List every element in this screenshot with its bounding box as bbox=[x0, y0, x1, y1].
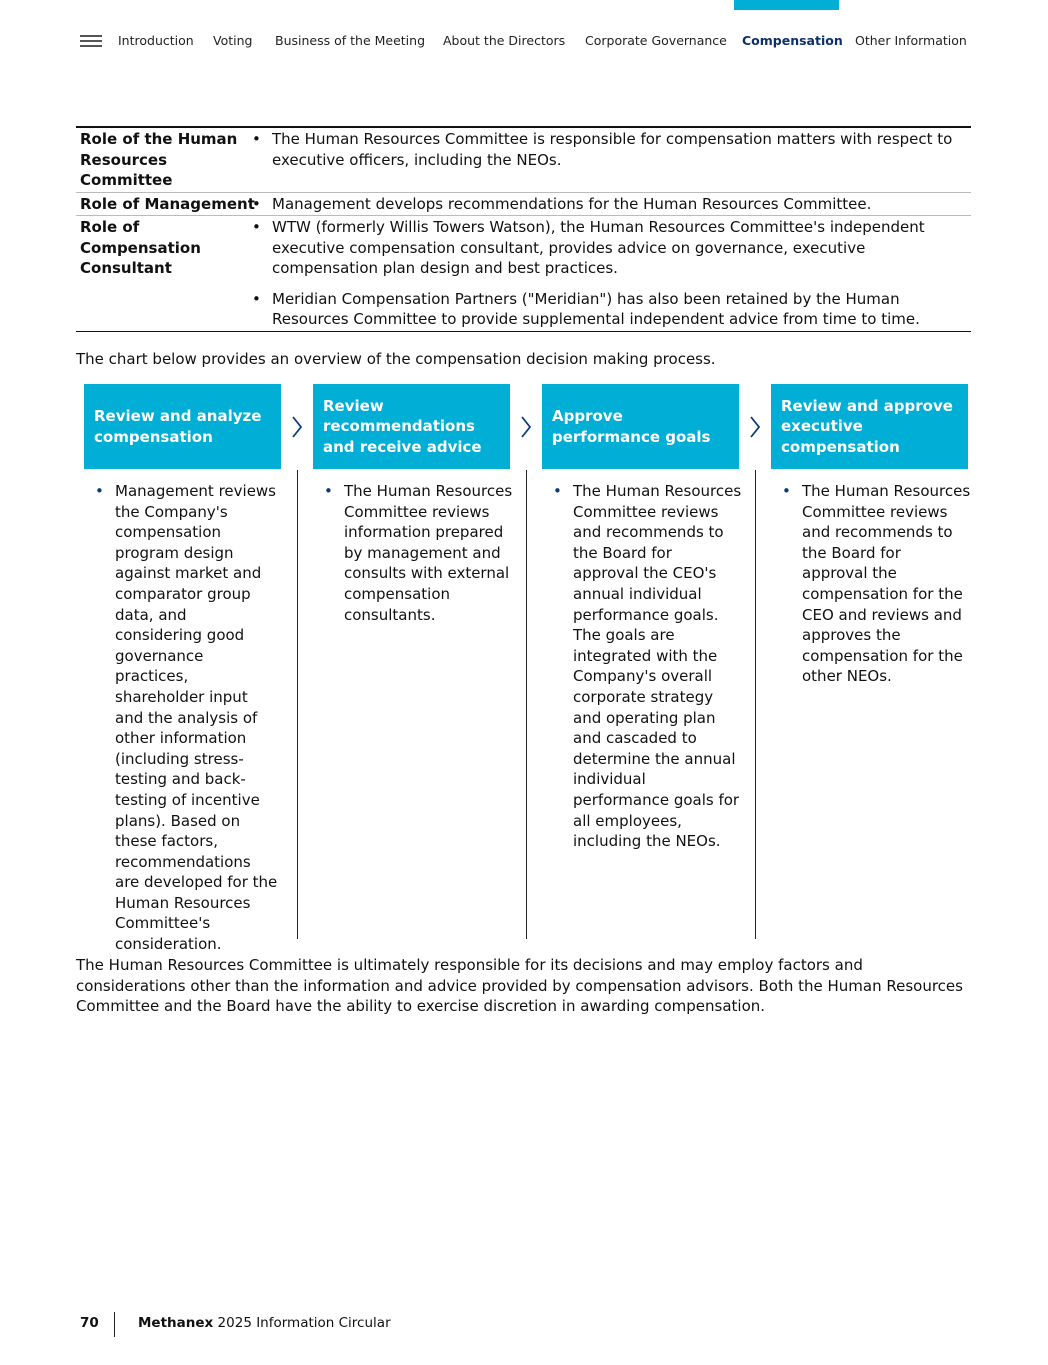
step-body-3 bbox=[552, 481, 742, 852]
role-label: Role of the Human Resources Committee bbox=[80, 130, 238, 189]
role-bullet: • WTW (formerly Willis Towers Watson), the Human Resources Committee's independent executive compensation consultant, provides advice on governance, executive compensation plan design and best practices. bbox=[248, 217, 971, 279]
nav-about-the-directors[interactable]: About the Directors bbox=[443, 33, 566, 48]
closing-paragraph: The Human Resources Committee is ultimately responsible for its decisions and may employ factors and considerations other than the information and advice provided by compensation advisors. Both the Human Resources Committee and the Board have the ability to exercise discretion in awarding compensation. bbox=[76, 956, 963, 1015]
step-bullet: • The Human Resources Committee reviews and recommends to the Board for approval the CEO's annual individual performance goals. The goals are integrated with the Company's overall corporate strategy and operating plan and cascaded to determine the annual individual performance goals for all employees, including the NEOs. bbox=[552, 481, 742, 852]
role-row-hr-committee bbox=[76, 128, 971, 192]
footer-title bbox=[138, 1315, 391, 1331]
role-label: Role of Compensation Consultant bbox=[80, 218, 201, 277]
active-tab-indicator bbox=[734, 0, 839, 10]
roles-table bbox=[76, 126, 971, 332]
role-row-consultant bbox=[76, 215, 971, 331]
step-bullet: • Management reviews the Company's compensation program design against market and comparator group data, and considering good governance practices, shareholder input and the analysis of other information (including stress-testing and back-testing of incentive plans). Based on these factors, recommendations are developed for the Human Resources Committee's consideration. bbox=[94, 481, 278, 955]
step-bullet: • The Human Resources Committee reviews and recommends to the Board for approval the compensation for the CEO and reviews and approves the compensation for the other NEOs. bbox=[781, 481, 971, 687]
footer-divider bbox=[114, 1312, 115, 1337]
role-bullet: • Meridian Compensation Partners ("Meridian") has also been retained by the Human Resources Committee to provide supplemental independent advice from time to time. bbox=[248, 289, 971, 330]
column-divider bbox=[297, 470, 298, 939]
role-bullet: • Management develops recommendations for the Human Resources Committee. bbox=[248, 194, 971, 215]
step-bullet: • The Human Resources Committee reviews information prepared by management and consults with external compensation consultants. bbox=[323, 481, 513, 625]
step-header-1: Review and analyze compensation bbox=[84, 384, 281, 469]
role-row-management bbox=[76, 192, 971, 216]
footer-company: Methanex bbox=[138, 1315, 214, 1331]
chevron-right-icon bbox=[291, 415, 303, 439]
role-label: Role of Management bbox=[80, 194, 255, 213]
step-header-2: Review recommendations and receive advice bbox=[313, 384, 510, 469]
nav-business-of-the-meeting[interactable]: Business of the Meeting bbox=[275, 33, 425, 48]
nav-corporate-governance[interactable]: Corporate Governance bbox=[585, 33, 727, 48]
nav-introduction[interactable]: Introduction bbox=[118, 33, 194, 48]
footer-doc-title: 2025 Information Circular bbox=[217, 1315, 391, 1331]
hamburger-menu-icon[interactable] bbox=[80, 35, 102, 49]
step-body-1 bbox=[94, 481, 278, 955]
chevron-right-icon bbox=[520, 415, 532, 439]
step-header-3: Approve performance goals bbox=[542, 384, 739, 469]
step-body-2 bbox=[323, 481, 513, 625]
step-body-4 bbox=[781, 481, 971, 687]
page-number: 70 bbox=[80, 1315, 99, 1331]
column-divider bbox=[526, 470, 527, 939]
nav-voting[interactable]: Voting bbox=[213, 33, 253, 48]
chevron-right-icon bbox=[749, 415, 761, 439]
column-divider bbox=[755, 470, 756, 939]
role-bullet: • The Human Resources Committee is responsible for compensation matters with respect to executive officers, including the NEOs. bbox=[248, 129, 971, 170]
nav-compensation[interactable]: Compensation bbox=[742, 33, 843, 48]
nav-other-information[interactable]: Other Information bbox=[855, 33, 967, 48]
process-intro: The chart below provides an overview of the compensation decision making process. bbox=[76, 350, 716, 368]
step-header-4: Review and approve executive compensation bbox=[771, 384, 968, 469]
